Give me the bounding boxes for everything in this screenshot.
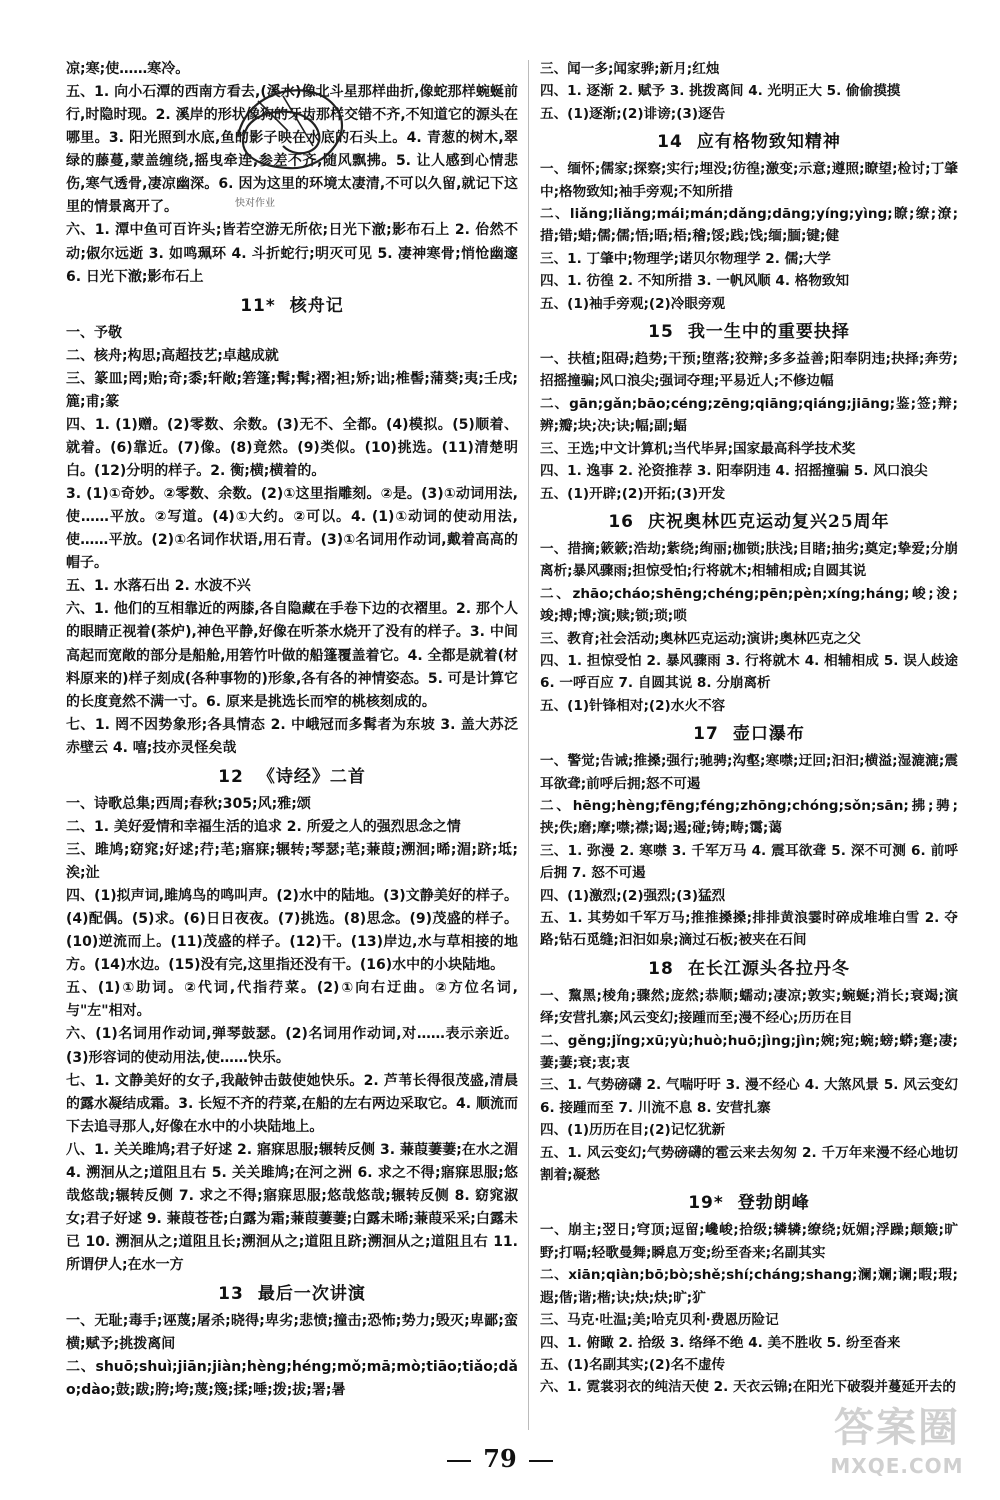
lesson-heading bbox=[66, 293, 518, 319]
lesson-title: 最后一次讲演 bbox=[257, 1284, 366, 1305]
answer-paragraph: 三、篆皿;罔;贻;奇;黍;轩敞;箬篷;髯;髯;褶;袒;矫;诎;椎髻;蒲葵;夷;壬戌;簏;甫;篆 bbox=[66, 370, 518, 410]
answer-paragraph: 三、教育;社会活动;奥林匹克运动;演讲;奥林匹克之父 bbox=[540, 630, 861, 647]
lesson-title: 登勃朗峰 bbox=[737, 1193, 810, 1214]
answer-paragraph: 八、1. 关关雎鸠;君子好逑 2. 寤寐思服;辗转反侧 3. 蒹葭萋萋;在水之湄 4. 溯洄从之;道阻且右 5. 关关雎鸠;在河之洲 6. 求之不得;寤寐思服;悠哉悠哉;辗转反侧 7. 求之不得;寤寐思服;悠哉悠哉;辗转反侧 8. 窈窕淑女;君子好逑 9. 蒹葭苍苍;白露为霜;蒹葭萋萋;白露未晞;蒹葭采采;白露未已 10. 溯洄从之;道阻且长;溯洄从之;道阻且跻;溯洄从之;道阻且右 11. 所谓伊人;在水一方 bbox=[66, 1141, 518, 1274]
lesson-title: 《诗经》二首 bbox=[257, 766, 366, 787]
lesson-heading bbox=[66, 1281, 518, 1307]
answer-paragraph: 三、1. 气势磅礴 2. 气喘吁吁 3. 漫不经心 4. 大煞风景 5. 风云变幻 6. 接踵而至 7. 川流不息 8. 安营扎寨 bbox=[540, 1077, 958, 1116]
answer-paragraph: 五、(1)逐渐;(2)诽谤;(3)逐告 bbox=[540, 105, 726, 122]
answer-paragraph: 五、(1)开辟;(2)开拓;(3)开发 bbox=[540, 485, 726, 502]
page-number-dash bbox=[447, 1460, 471, 1462]
lesson-title: 应有格物致知精神 bbox=[696, 132, 841, 153]
scribble-caption: 快对作业 bbox=[235, 198, 275, 209]
answer-paragraph: 五、(1)名副其实;(2)名不虚传 bbox=[540, 1356, 726, 1373]
lesson-title: 在长江源头各拉丹冬 bbox=[687, 958, 850, 979]
lesson-heading bbox=[540, 319, 958, 345]
answer-paragraph: 二、xiān;qiàn;bō;bò;shě;shí;cháng;shang;澜;斓;谰;暇;瑕;遐;偕;谐;楷;诀;炔;炔;旷;犷 bbox=[540, 1267, 958, 1306]
lesson-heading bbox=[540, 721, 958, 747]
answer-paragraph: 凉;寒;使……寒冷。 bbox=[66, 61, 190, 77]
answer-paragraph: 五、(1)针锋相对;(2)水火不容 bbox=[540, 697, 726, 714]
page-number-text: 79 bbox=[483, 1444, 517, 1473]
lesson-title: 我一生中的重要抉择 bbox=[687, 322, 850, 343]
lesson-number: 19* bbox=[688, 1193, 724, 1214]
lesson-title: 庆祝奥林匹克运动复兴25周年 bbox=[648, 511, 890, 532]
lesson-heading bbox=[540, 1190, 958, 1216]
answer-paragraph: 一、黧黑;棱角;骤然;庞然;恭顺;蠕动;凄凉;敦实;蜿蜒;消长;衰竭;演绎;安营扎寨;风云变幻;接踵而至;漫不经心;历历在目 bbox=[540, 987, 958, 1027]
answer-paragraph: 四、1. 彷徨 2. 不知所措 3. 一帆风顺 4. 格物致知 bbox=[540, 273, 850, 290]
answer-paragraph: 七、1. 文静美好的女子,我敲钟击鼓使她快乐。2. 芦苇长得很茂盛,清晨的露水凝结成霜。3. 长短不齐的荇菜,在船的左右两边采取它。4. 顺流而下去追寻那人,好像在水中的小块陆地上。 bbox=[66, 1072, 518, 1135]
answer-paragraph: 三、马克·吐温;美;哈克贝利·费恩历险记 bbox=[540, 1312, 779, 1329]
left-column bbox=[66, 58, 518, 1402]
lesson-number: 16 bbox=[608, 511, 634, 532]
answer-paragraph: 四、(1)激烈;(2)强烈;(3)猛烈 bbox=[540, 887, 726, 904]
answer-paragraph: 五、(1)袖手旁观;(2)冷眼旁观 bbox=[540, 295, 726, 312]
lesson-number: 17 bbox=[693, 724, 719, 745]
answer-paragraph: 三、1. 丁肇中;物理学;诺贝尔物理学 2. 儒;大学 bbox=[540, 250, 831, 267]
lesson-heading bbox=[66, 764, 518, 790]
answer-paragraph: 一、无耻;毒手;诬蔑;屠杀;晓得;卑劣;悲愤;撞击;恐怖;势力;毁灭;卑鄙;蛮横;赋予;挑拨离间 bbox=[66, 1313, 518, 1353]
answer-paragraph: 一、诗歌总集;西周;春秋;305;风;雅;颂 bbox=[66, 795, 311, 812]
lesson-number: 12 bbox=[218, 766, 244, 787]
lesson-number: 13 bbox=[218, 1284, 244, 1305]
lesson-heading bbox=[540, 956, 958, 982]
watermark-url: MXQE.COM bbox=[830, 1454, 964, 1478]
watermark-text: 答案圈 bbox=[834, 1405, 960, 1451]
answer-paragraph: 一、扶植;阻碍;趋势;干预;堕落;狡辩;多多益善;阳奉阴违;抉择;奔劳;招摇撞骗;风口浪尖;强词夺理;平易近人;不修边幅 bbox=[540, 351, 958, 390]
page-number-dash bbox=[529, 1460, 553, 1462]
answer-paragraph: 六、1. 潭中鱼可百许头;皆若空游无所依;日光下澈;影布石上 2. 佁然不动;俶尔远逝 3. 如鸣珮环 4. 斗折蛇行;明灭可见 5. 凄神寒骨;悄怆幽邃 6. 日光下澈;影布石上 bbox=[66, 222, 518, 285]
answer-paragraph: 三、雎鸠;窈窕;好逑;荇;芼;寤寐;辗转;琴瑟;芼;蒹葭;溯洄;晞;湄;跻;坻;涘;沚 bbox=[66, 841, 518, 881]
answer-paragraph: 四、1. 逸事 2. 沦资推荐 3. 阳奉阴违 4. 招摇撞骗 5. 风口浪尖 bbox=[540, 463, 928, 480]
answer-paragraph: 四、(1)历历在目;(2)记忆犹新 bbox=[540, 1122, 726, 1139]
answer-paragraph: 一、警觉;告诫;推搡;强行;驰骋;沟壑;寒噤;迂回;汩汩;横溢;湿漉漉;震耳欲聋;前呼后拥;怒不可遏 bbox=[540, 753, 958, 792]
lesson-heading bbox=[540, 509, 958, 535]
lesson-heading bbox=[540, 129, 958, 155]
answer-paragraph: 三、1. 弥漫 2. 寒噤 3. 千军万马 4. 震耳欲聋 5. 深不可测 6. 前呼后拥 7. 怒不可遏 bbox=[540, 842, 958, 882]
answer-paragraph: 五、1. 其势如千军万马;推推搡搡;排排黄浪霎时碎成堆堆白雪 2. 夺路;钻石觅缝;汩汩如泉;滴过石板;被夹在石间 bbox=[540, 910, 958, 949]
watermark-logo bbox=[812, 1402, 982, 1494]
answer-paragraph: 四、1. 逐渐 2. 赋予 3. 挑拨离间 4. 光明正大 5. 偷偷摸摸 bbox=[540, 83, 901, 100]
answer-paragraph: 四、(1)拟声词,雎鸠鸟的鸣叫声。(2)水中的陆地。(3)文静美好的样子。(4)配偶。(5)求。(6)日日夜夜。(7)挑选。(8)思念。(9)茂盛的样子。(10)逆流而上。(11)茂盛的样子。(12)干。(13)岸边,水与草相接的地方。(14)水边。(15)没有完,这里指还没有干。(16)水中的小块陆地。 bbox=[66, 888, 518, 974]
answer-paragraph: 五、1. 水落石出 2. 水波不兴 bbox=[66, 578, 251, 595]
column-divider bbox=[528, 60, 529, 1430]
lesson-number: 18 bbox=[648, 958, 674, 979]
answer-paragraph: 3. (1)①奇妙。②零数、余数。(2)①这里指雕刻。②是。(3)①动词用法,使……平放。②写道。(4)①大约。②可以。4. (1)①动词的使动用法,使……平放。(2)①名词作状语,用石青。(3)①名词用作动词,戴着高高的帽子。 bbox=[66, 486, 518, 572]
answer-paragraph: 二、shuō;shuì;jiān;jiàn;hèng;héng;mǒ;mā;mò;tiāo;tiǎo;dǎo;dào;鼓;跋;胯;垮;蔑;篾;揉;唾;拨;拔;署;暑 bbox=[66, 1359, 518, 1399]
answer-paragraph: 七、1. 罔不因势象形;各具情态 2. 中峨冠而多髯者为东坡 3. 盖大苏泛赤壁云 4. 嘻;技亦灵怪矣哉 bbox=[66, 716, 518, 756]
answer-paragraph: 二、hēng;hèng;fēng;féng;zhōng;chóng;sǒn;sān;拂;骋;挟;佚;磨;摩;噤;襟;谒;遏;碰;铸;畴;霭;蔼 bbox=[540, 797, 958, 837]
answer-paragraph: 四、1. 担惊受怕 2. 暴风骤雨 3. 行将就木 4. 相辅相成 5. 误人歧途 6. 一呼百应 7. 自圆其说 8. 分崩离析 bbox=[540, 652, 958, 692]
answer-paragraph: 一、崩主;翌日;穹顶;逗留;巉峻;拾级;辚辚;缭绕;妩媚;浮躁;颠簸;旷野;打嗝;轻歌曼舞;瞬息万变;纷至沓来;名副其实 bbox=[540, 1222, 958, 1261]
answer-paragraph: 五、1. 向小石潭的西南方看去,(溪水)像北斗星那样曲折,像蛇那样蜿蜒前行,时隐时现。2. 溪岸的形状像狗的牙齿那样交错不齐,不知道它的源头在哪里。3. 阳光照到水底,鱼的影子映在水底的石头上。4. 青葱的树木,翠绿的藤蔓,蒙盖缠绕,摇曳牵连,参差不齐,随风飘拂。5. 让人感到心情悲伤,寒气透骨,凄凉幽深。6. 因为这里的环境太凄清,不可以久留,就记下这里的情景离开了。 bbox=[66, 84, 518, 216]
answer-paragraph: 六、(1)名词用作动词,弹琴鼓瑟。(2)名词用作动词,对……表示亲近。(3)形容词的使动用法,使……快乐。 bbox=[66, 1026, 518, 1066]
lesson-number: 11* bbox=[240, 295, 276, 316]
answer-paragraph: 三、王选;中文计算机;当代毕昇;国家最高科学技术奖 bbox=[540, 440, 856, 457]
answer-paragraph: 六、1. 他们的互相靠近的两膝,各自隐藏在手卷下边的衣褶里。2. 那个人的眼睛正视着(茶炉),神色平静,好像在听茶水烧开了没有的样子。3. 中间高起而宽敞的部分是船舱,用箬竹叶做的船篷覆盖着它。4. 全都是就着(材料原来的)样子刻成(各种事物的)形象,各有各的神情姿态。5. 可是计算它的长度竟然不满一寸。6. 原来是挑选长而窄的桃核刻成的。 bbox=[66, 601, 518, 710]
answer-paragraph: 二、核舟;构思;高超技艺;卓越成就 bbox=[66, 347, 279, 364]
answer-paragraph: 二、zhāo;cháo;shēng;chéng;pēn;pèn;xíng;háng;峻;浚;竣;搏;博;演;赎;锁;琐;唢 bbox=[540, 585, 958, 625]
answer-paragraph: 一、措摘;簌簌;浩劫;紫绕;绚丽;枷锁;肤浅;目睹;抽劣;奠定;挚爱;分崩离析;暴风骤雨;担惊受怕;行将就木;相辅相成;自圆其说 bbox=[540, 540, 958, 580]
lesson-title: 壶口瀑布 bbox=[732, 724, 805, 745]
answer-paragraph: 二、gān;gǎn;bāo;céng;zēng;qiāng;qiáng;jiāng;鉴;签;辩;辨;瓣;块;决;诀;幅;副;蝠 bbox=[540, 395, 958, 435]
answer-paragraph: 五、1. 风云变幻;气势磅礴的雹云来去匆匆 2. 千万年来漫不经心地切割着;凝愁 bbox=[540, 1144, 958, 1184]
answer-paragraph: 四、1. 俯瞰 2. 拾级 3. 络绎不绝 4. 美不胜收 5. 纷至沓来 bbox=[540, 1334, 901, 1351]
answer-paragraph: 五、(1)①助词。②代词,代指荇菜。(2)①向右迂曲。②方位名词,与"左"相对。 bbox=[66, 980, 518, 1020]
answer-paragraph: 六、1. 霓裳羽衣的纯洁天使 2. 天衣云锦;在阳光下破裂并蔓延开去的 bbox=[540, 1379, 956, 1396]
right-column bbox=[540, 58, 958, 1399]
lesson-number: 14 bbox=[657, 132, 683, 153]
answer-paragraph: 四、1. (1)赠。(2)零数、余数。(3)无不、全都。(4)模拟。(5)顺着、就着。(6)靠近。(7)像。(8)竟然。(9)类似。(10)挑选。(11)清楚明白。(12)分明的样子。2. 衡;横;横着的。 bbox=[66, 416, 518, 479]
answer-paragraph: 一、予敬 bbox=[66, 324, 122, 341]
answer-paragraph: 二、1. 美好爱情和幸福生活的追求 2. 所爱之人的强烈思念之情 bbox=[66, 818, 461, 835]
answer-paragraph: 二、gěng;jǐng;xū;yù;huò;huō;jìng;jìn;婉;宛;蜿;螃;蟒;蹇;凄;萋;萋;衰;衷;衷 bbox=[540, 1032, 958, 1072]
answer-paragraph: 二、liǎng;liǎng;mái;mán;dǎng;dāng;yíng;yìng;瞭;缭;潦;措;错;蜡;儒;儒;悟;晤;梧;稽;馁;践;饯;缅;腼;键;健 bbox=[540, 206, 958, 245]
lesson-title: 核舟记 bbox=[289, 295, 344, 316]
answer-paragraph: 三、闻一多;闻家骅;新月;红烛 bbox=[540, 61, 720, 77]
lesson-number: 15 bbox=[648, 322, 674, 343]
answer-paragraph: 一、缅怀;儒家;探察;实行;埋没;彷徨;激变;示意;遵照;瞭望;检讨;丁肇中;格物致知;袖手旁观;不知所措 bbox=[540, 161, 958, 200]
